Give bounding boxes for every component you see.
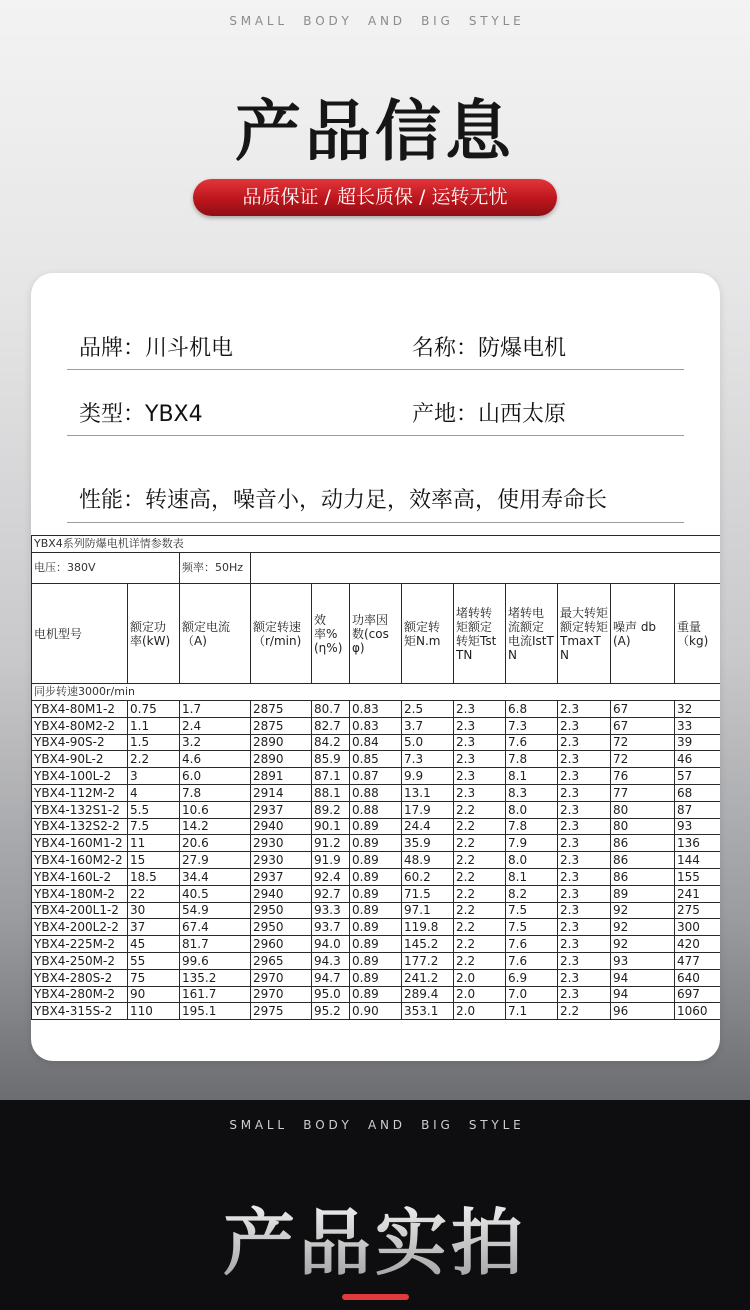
table-cell: 1.5 [128, 734, 180, 751]
table-cell: 0.89 [350, 919, 402, 936]
table-cell: 2.3 [558, 986, 611, 1003]
table-cell: YBX4-180M-2 [32, 885, 128, 902]
table-cell: 93 [611, 952, 675, 969]
table-cell: 0.85 [350, 751, 402, 768]
table-cell: 2960 [251, 936, 312, 953]
table-cell: 1060 [675, 1003, 721, 1020]
table-cell: 60.2 [402, 868, 454, 885]
table-cell: 54.9 [180, 902, 251, 919]
table-cell: 2.0 [454, 986, 506, 1003]
table-cell: 2.3 [454, 701, 506, 718]
table-cell: 2.3 [558, 751, 611, 768]
table-cell: 8.0 [506, 852, 558, 869]
table-cell: 48.9 [402, 852, 454, 869]
table-cell: 77 [611, 784, 675, 801]
table-cell: 75 [128, 969, 180, 986]
table-cell: 35.9 [402, 835, 454, 852]
info-row-performance [67, 483, 684, 523]
table-row [32, 717, 721, 734]
table-cell: 88.1 [312, 784, 350, 801]
table-cell: 93.7 [312, 919, 350, 936]
table-cell: YBX4-200L1-2 [32, 902, 128, 919]
table-cell: 7.8 [506, 818, 558, 835]
table-row [32, 919, 721, 936]
table-cell: 2890 [251, 734, 312, 751]
table-cell: 2.3 [454, 784, 506, 801]
table-cell: 155 [675, 868, 721, 885]
table-cell: 7.3 [402, 751, 454, 768]
table-cell: 7.5 [506, 902, 558, 919]
table-cell: YBX4-112M-2 [32, 784, 128, 801]
table-cell: 289.4 [402, 986, 454, 1003]
table-caption: YBX4系列防爆电机详情参数表 [32, 536, 721, 553]
table-row [32, 852, 721, 869]
table-cell: 92.4 [312, 868, 350, 885]
table-row [32, 784, 721, 801]
table-header-cell: 效率%(η%) [312, 584, 350, 684]
table-cell: 8.1 [506, 768, 558, 785]
table-cell: 7.8 [506, 751, 558, 768]
table-cell: 2.4 [180, 717, 251, 734]
product-info-card [31, 273, 720, 1061]
table-cell: 86 [611, 868, 675, 885]
table-cell: YBX4-280S-2 [32, 969, 128, 986]
table-cell: 2.3 [558, 852, 611, 869]
table-row [32, 835, 721, 852]
table-cell: 5.5 [128, 801, 180, 818]
table-cell: 0.89 [350, 885, 402, 902]
table-cell: 14.2 [180, 818, 251, 835]
table-cell: 2940 [251, 818, 312, 835]
table-cell: 8.0 [506, 801, 558, 818]
table-cell: 275 [675, 902, 721, 919]
table-cell: 2.3 [454, 734, 506, 751]
table-cell: 119.8 [402, 919, 454, 936]
table-cell: 7.0 [506, 986, 558, 1003]
table-cell: 86 [611, 852, 675, 869]
table-header-cell: 堵转电流额定电流IstTN [506, 584, 558, 684]
accent-bar [342, 1294, 409, 1300]
table-cell: 2940 [251, 885, 312, 902]
table-cell: YBX4-315S-2 [32, 1003, 128, 1020]
table-cell: 80 [611, 801, 675, 818]
spec-table [31, 535, 720, 1020]
table-cell: YBX4-132S1-2 [32, 801, 128, 818]
table-cell: 67 [611, 701, 675, 718]
table-cell: 697 [675, 986, 721, 1003]
table-header-cell: 额定转矩N.m [402, 584, 454, 684]
table-cell: 241.2 [402, 969, 454, 986]
table-cell: 2.3 [558, 835, 611, 852]
table-cell: 241 [675, 885, 721, 902]
info-row-model-origin [67, 397, 684, 436]
table-cell: 161.7 [180, 986, 251, 1003]
table-cell: YBX4-160L-2 [32, 868, 128, 885]
origin-text: 产地：山西太原 [412, 402, 567, 427]
info-row-brand-name [67, 331, 684, 370]
table-cell: 145.2 [402, 936, 454, 953]
table-cell: 0.89 [350, 818, 402, 835]
table-cell: 420 [675, 936, 721, 953]
table-cell: 96 [611, 1003, 675, 1020]
table-cell: 2.3 [558, 717, 611, 734]
table-cell: 0.90 [350, 1003, 402, 1020]
table-cell: 10.6 [180, 801, 251, 818]
table-cell: 94.7 [312, 969, 350, 986]
top-tagline: S M A L L B O D Y A N D B I G S T Y L E [229, 14, 521, 28]
table-cell: 2.5 [402, 701, 454, 718]
table-cell: 2.3 [558, 919, 611, 936]
table-row [32, 701, 721, 718]
table-cell: 2970 [251, 969, 312, 986]
table-cell: 300 [675, 919, 721, 936]
table-cell: YBX4-160M1-2 [32, 835, 128, 852]
table-cell: 92 [611, 919, 675, 936]
table-row [32, 801, 721, 818]
table-cell: YBX4-90L-2 [32, 751, 128, 768]
brand-text: 品牌：川斗机电 [79, 336, 234, 361]
table-cell: YBX4-100L-2 [32, 768, 128, 785]
table-cell: YBX4-225M-2 [32, 936, 128, 953]
table-cell: 0.89 [350, 986, 402, 1003]
table-cell: 85.9 [312, 751, 350, 768]
table-row [32, 969, 721, 986]
table-cell: 89.2 [312, 801, 350, 818]
table-cell: 80 [611, 818, 675, 835]
table-cell: 2.2 [454, 835, 506, 852]
table-cell: 110 [128, 1003, 180, 1020]
table-cell: 7.8 [180, 784, 251, 801]
table-cell: 13.1 [402, 784, 454, 801]
table-cell: 93 [675, 818, 721, 835]
table-cell: 7.1 [506, 1003, 558, 1020]
table-cell: 2.3 [558, 701, 611, 718]
table-cell: 67.4 [180, 919, 251, 936]
table-header-row [32, 584, 721, 684]
voltage-cell: 电压：380V [32, 553, 180, 584]
table-cell: 95.0 [312, 986, 350, 1003]
table-cell: 2890 [251, 751, 312, 768]
table-cell: 27.9 [180, 852, 251, 869]
table-cell: 3.2 [180, 734, 251, 751]
table-cell: YBX4-132S2-2 [32, 818, 128, 835]
table-cell: 6.0 [180, 768, 251, 785]
table-cell: YBX4-280M-2 [32, 986, 128, 1003]
table-row [32, 936, 721, 953]
table-cell: 2914 [251, 784, 312, 801]
table-cell: 92.7 [312, 885, 350, 902]
table-cell: 30 [128, 902, 180, 919]
table-cell: 0.89 [350, 902, 402, 919]
model-text: 类型：YBX4 [79, 402, 203, 427]
table-cell: 39 [675, 734, 721, 751]
table-cell: 3.7 [402, 717, 454, 734]
table-cell: 2950 [251, 919, 312, 936]
table-row [32, 868, 721, 885]
table-cell: 93.3 [312, 902, 350, 919]
table-cell: 0.89 [350, 936, 402, 953]
table-cell: 7.5 [506, 919, 558, 936]
product-name-text: 名称：防爆电机 [412, 336, 567, 361]
table-cell: 86 [611, 835, 675, 852]
table-cell: 2970 [251, 986, 312, 1003]
table-cell: YBX4-80M1-2 [32, 701, 128, 718]
table-cell: 95.2 [312, 1003, 350, 1020]
table-cell: 2.2 [454, 868, 506, 885]
table-cell: 33 [675, 717, 721, 734]
table-cell: 0.89 [350, 868, 402, 885]
table-cell: 99.6 [180, 952, 251, 969]
table-cell: 57 [675, 768, 721, 785]
table-cell: 2937 [251, 868, 312, 885]
table-cell: 135.2 [180, 969, 251, 986]
table-cell: 1.7 [180, 701, 251, 718]
table-cell: 91.2 [312, 835, 350, 852]
table-cell: 46 [675, 751, 721, 768]
table-cell: YBX4-90S-2 [32, 734, 128, 751]
table-cell: 0.89 [350, 952, 402, 969]
table-row [32, 818, 721, 835]
table-cell: 0.88 [350, 801, 402, 818]
table-cell: 8.1 [506, 868, 558, 885]
table-header-cell: 额定转速（r/min) [251, 584, 312, 684]
table-cell: 2.0 [454, 1003, 506, 1020]
table-cell: 2.2 [454, 936, 506, 953]
table-cell: 24.4 [402, 818, 454, 835]
table-cell: 94 [611, 986, 675, 1003]
table-cell: 7.6 [506, 936, 558, 953]
table-cell: 2.3 [558, 885, 611, 902]
table-cell: 7.3 [506, 717, 558, 734]
table-cell: YBX4-80M2-2 [32, 717, 128, 734]
table-cell: 2891 [251, 768, 312, 785]
table-cell: 2.2 [454, 801, 506, 818]
table-cell: 87 [675, 801, 721, 818]
table-cell: 2.3 [454, 717, 506, 734]
slogan-banner: 品质保证 / 超长质保 / 运转无忧 [193, 179, 557, 216]
table-cell: 2.2 [454, 902, 506, 919]
table-cell: 4.6 [180, 751, 251, 768]
table-cell: 4 [128, 784, 180, 801]
table-cell: 2.2 [454, 852, 506, 869]
table-cell: 72 [611, 734, 675, 751]
table-row [32, 1003, 721, 1020]
table-cell: 2.2 [128, 751, 180, 768]
table-cell: 94.0 [312, 936, 350, 953]
table-cell: 18.5 [128, 868, 180, 885]
table-cell: 6.9 [506, 969, 558, 986]
table-header-cell: 最大转矩额定转矩TmaxTN [558, 584, 611, 684]
table-header-cell: 噪声 db(A) [611, 584, 675, 684]
section-title-product-info: 产品信息 [235, 93, 515, 170]
table-header-cell: 额定功率(kW) [128, 584, 180, 684]
table-cell: YBX4-250M-2 [32, 952, 128, 969]
table-row [32, 734, 721, 751]
table-cell: 2.3 [558, 952, 611, 969]
table-cell: 2.3 [558, 969, 611, 986]
table-cell: 0.83 [350, 717, 402, 734]
table-cell: 2875 [251, 717, 312, 734]
table-cell: 2.3 [558, 902, 611, 919]
table-cell: 2.2 [454, 885, 506, 902]
table-row [32, 885, 721, 902]
table-cell: 2.3 [558, 936, 611, 953]
performance-text: 性能：转速高，噪音小，动力足，效率高，使用寿命长 [79, 488, 608, 513]
table-cell: 3 [128, 768, 180, 785]
table-cell: 195.1 [180, 1003, 251, 1020]
table-cell: 67 [611, 717, 675, 734]
table-cell: 32 [675, 701, 721, 718]
table-cell: 2.3 [558, 818, 611, 835]
table-cell: 17.9 [402, 801, 454, 818]
table-row [32, 768, 721, 785]
table-cell: 0.84 [350, 734, 402, 751]
table-cell: 640 [675, 969, 721, 986]
table-cell: 2950 [251, 902, 312, 919]
table-cell: 94.3 [312, 952, 350, 969]
table-cell: YBX4-160M2-2 [32, 852, 128, 869]
table-cell: 1.1 [128, 717, 180, 734]
table-cell: 2975 [251, 1003, 312, 1020]
frequency-cell: 频率：50Hz [180, 553, 251, 584]
table-cell: 72 [611, 751, 675, 768]
table-cell: 34.4 [180, 868, 251, 885]
table-cell: 89 [611, 885, 675, 902]
table-cell: 2.3 [558, 801, 611, 818]
table-header-cell: 功率因数(cosφ) [350, 584, 402, 684]
table-cell: 7.6 [506, 952, 558, 969]
table-cell: 2.2 [454, 818, 506, 835]
table-header-cell: 堵转转矩额定转矩TstTN [454, 584, 506, 684]
table-cell: 2930 [251, 835, 312, 852]
table-cell: 2875 [251, 701, 312, 718]
table-cell: 0.75 [128, 701, 180, 718]
table-cell: 15 [128, 852, 180, 869]
table-cell: 7.9 [506, 835, 558, 852]
table-cell: 55 [128, 952, 180, 969]
table-cell: 76 [611, 768, 675, 785]
table-cell: 40.5 [180, 885, 251, 902]
table-cell: YBX4-200L2-2 [32, 919, 128, 936]
table-header-cell: 重量（kg) [675, 584, 721, 684]
table-cell: 2930 [251, 852, 312, 869]
table-cell: 94 [611, 969, 675, 986]
table-cell: 80.7 [312, 701, 350, 718]
table-cell: 87.1 [312, 768, 350, 785]
table-cell: 2.3 [558, 868, 611, 885]
table-cell: 6.8 [506, 701, 558, 718]
table-cell: 45 [128, 936, 180, 953]
table-cell: 0.87 [350, 768, 402, 785]
table-cell: 0.89 [350, 852, 402, 869]
table-cell: 90.1 [312, 818, 350, 835]
table-cell: 2.2 [454, 952, 506, 969]
table-cell: 97.1 [402, 902, 454, 919]
table-cell: 5.0 [402, 734, 454, 751]
table-cell: 0.83 [350, 701, 402, 718]
table-cell: 144 [675, 852, 721, 869]
table-cell: 2.2 [558, 1003, 611, 1020]
sync-speed-cell: 同步转速3000r/min [32, 684, 721, 701]
table-cell: 2.3 [454, 751, 506, 768]
table-cell: 92 [611, 902, 675, 919]
table-cell: 353.1 [402, 1003, 454, 1020]
table-cell: 2.3 [558, 734, 611, 751]
table-cell: 2937 [251, 801, 312, 818]
section-title-product-photos: 产品实拍 [0, 1185, 750, 1289]
table-cell: 0.89 [350, 969, 402, 986]
table-cell: 91.9 [312, 852, 350, 869]
table-cell: 68 [675, 784, 721, 801]
table-cell: 71.5 [402, 885, 454, 902]
table-cell: 90 [128, 986, 180, 1003]
table-cell: 82.7 [312, 717, 350, 734]
table-cell: 84.2 [312, 734, 350, 751]
bottom-tagline: S M A L L B O D Y A N D B I G S T Y L E [229, 1118, 521, 1132]
table-cell: 8.3 [506, 784, 558, 801]
table-cell: 81.7 [180, 936, 251, 953]
table-cell: 2.0 [454, 969, 506, 986]
table-cell: 8.2 [506, 885, 558, 902]
table-header-cell: 电机型号 [32, 584, 128, 684]
table-row [32, 902, 721, 919]
table-cell: 9.9 [402, 768, 454, 785]
table-header-cell: 额定电流（A) [180, 584, 251, 684]
table-row [32, 986, 721, 1003]
table-cell: 2.3 [558, 784, 611, 801]
table-cell: 92 [611, 936, 675, 953]
table-cell: 7.5 [128, 818, 180, 835]
table-cell: 0.89 [350, 835, 402, 852]
table-cell: 20.6 [180, 835, 251, 852]
table-row [32, 751, 721, 768]
table-cell: 7.6 [506, 734, 558, 751]
table-cell: 2.3 [454, 768, 506, 785]
table-cell: 2.3 [558, 768, 611, 785]
table-cell: 477 [675, 952, 721, 969]
table-cell: 37 [128, 919, 180, 936]
table-cell: 22 [128, 885, 180, 902]
table-cell: 2965 [251, 952, 312, 969]
table-row [32, 952, 721, 969]
table-cell: 136 [675, 835, 721, 852]
table-cell: 2.2 [454, 919, 506, 936]
table-cell: 177.2 [402, 952, 454, 969]
table-cell: 11 [128, 835, 180, 852]
table-cell: 0.88 [350, 784, 402, 801]
